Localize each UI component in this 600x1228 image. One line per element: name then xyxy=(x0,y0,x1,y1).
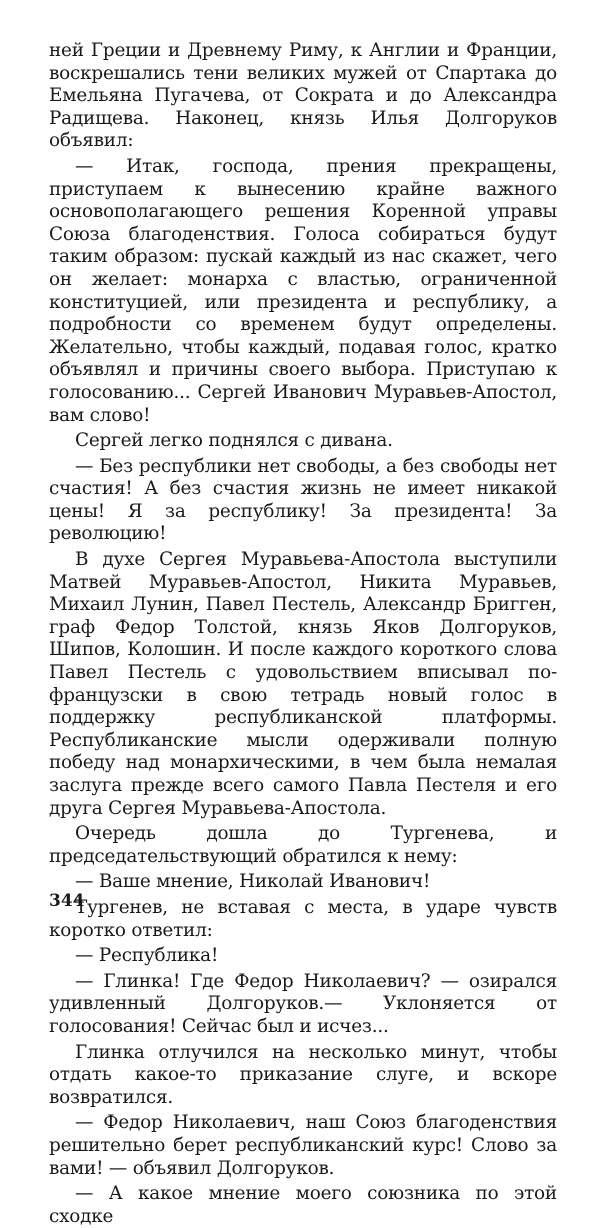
paragraph-6: Очередь дошла до Тургенева, и председательствующий обратился к нему: xyxy=(49,823,557,867)
paragraph-1: ней Греции и Древнему Риму, к Англии и Франции, воскрешались тени великих мужей от Спартака до Емельяна Пугачева, от Сократа и до Александра Радищева. Наконец, князь Илья Долгоруков объявил: xyxy=(49,40,557,152)
paragraph-3: Сергей легко поднялся с дивана. xyxy=(75,430,393,452)
paragraph-5: В духе Сергея Муравьева-Апостола выступили Матвей Муравьев-Апостол, Никита Муравьев, Михаил Лунин, Павел Пестель, Александр Бригген, граф Федор Толстой, князь Яков Долгоруков, Шипов, Колошин. И после каждого короткого слова Павел Пестель с удовольствием вписывал по-французски в свою тетрадь новый голос в поддержку республиканской платформы. Республиканские мысли одерживали полную победу над монархическими, в чем была немалая заслуга прежде всего самого Павла Пестеля и его друга Сергея Муравьева-Апостола. xyxy=(49,549,557,819)
paragraph-7: — Ваше мнение, Николай Иванович! xyxy=(75,871,431,893)
paragraph-2: — Итак, господа, прения прекращены, приступаем к вынесению крайне важного основополагающего решения Коренной управы Союза благоденствия. Голоса собираться будут таким образом: пускай каждый из нас скажет, чего он желает: монарха с властью, ограниченной конституцией, или президента и республику, а подробности со временем будут определены. Желательно, чтобы каждый, подавая голос, кратко объявлял и причины своего выбора. Приступаю к голосованию... Сергей Иванович Муравьев-Апостол, вам слово! xyxy=(49,155,557,426)
page-text xyxy=(49,40,557,1228)
paragraph-9: — Республика! xyxy=(75,945,219,967)
page-number: 344 xyxy=(49,891,85,911)
paragraph-4: — Без республики нет свободы, а без свободы нет счастия! А без счастия жизнь не имеет никакой цены! Я за республику! За президента! За революцию! xyxy=(49,455,557,545)
paragraph-10: — Глинка! Где Федор Николаевич? — озирался удивленный Долгоруков.— Уклоняется от голосования! Сейчас был и исчез... xyxy=(49,970,557,1037)
paragraph-12: — Федор Николаевич, наш Союз благоденствия решительно берет республиканский курс! Слово за вами! — объявил Долгоруков. xyxy=(49,1112,557,1179)
paragraph-11: Глинка отлучился на несколько минут, чтобы отдать какое-то приказание слуге, и вскоре возвратился. xyxy=(49,1041,557,1108)
paragraph-8: Тургенев, не вставая с места, в ударе чувств коротко ответил: xyxy=(49,896,557,941)
paragraph-13: — А какое мнение моего союзника по этой сходке xyxy=(49,1183,557,1227)
